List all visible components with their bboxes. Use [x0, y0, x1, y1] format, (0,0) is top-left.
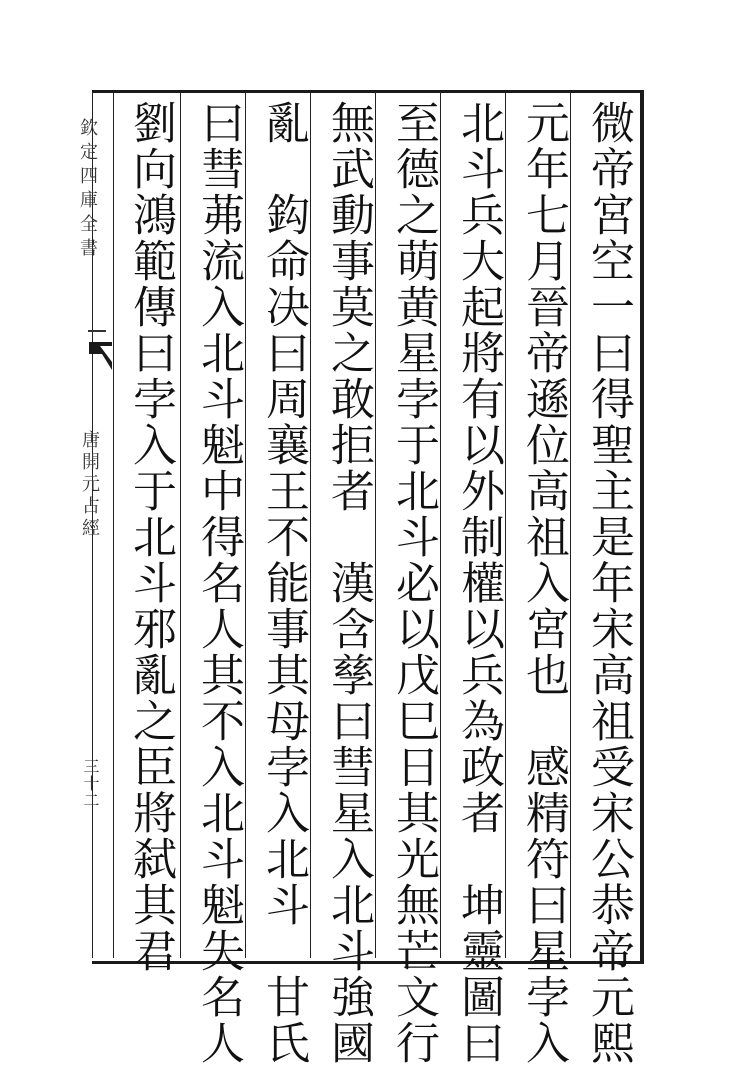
- column-rule: [180, 92, 181, 958]
- fishtail-mark-icon: [88, 340, 114, 376]
- text-column-6: 亂 鈎命决曰周襄王不能事其母孛入北斗 甘氏: [258, 100, 309, 1066]
- text-column-4: 至德之萌黄星孛于北斗必以戊巳日其光無芒文行: [388, 100, 439, 1066]
- column-rule: [113, 92, 114, 958]
- text-column-2: 元年七月晉帝遜位高祖入宮也 感精符曰星孛入: [518, 100, 569, 1066]
- margin-page-number: 三十二: [81, 758, 100, 809]
- text-column-1: 微帝宮空一曰得聖主是年宋高祖受宋公恭帝元熙: [583, 100, 634, 1066]
- text-column-8: 劉向鴻範傳曰孛入于北斗邪亂之臣將弑其君: [125, 100, 176, 974]
- text-column-5: 無武動事莫之敢拒者 漢含孳曰彗星入北斗強國: [323, 100, 374, 1066]
- text-column-7: 曰彗茀流入北斗魁中得名人其不入北斗魁失名人: [193, 100, 244, 1066]
- margin-book-title: 唐開元占經: [79, 430, 100, 540]
- text-column-3: 北斗兵大起將有以外制權以兵為政者 坤靈圖曰: [453, 100, 504, 1066]
- margin-divider: [88, 330, 106, 332]
- margin-collection-title: 欽定四庫全書: [77, 118, 98, 262]
